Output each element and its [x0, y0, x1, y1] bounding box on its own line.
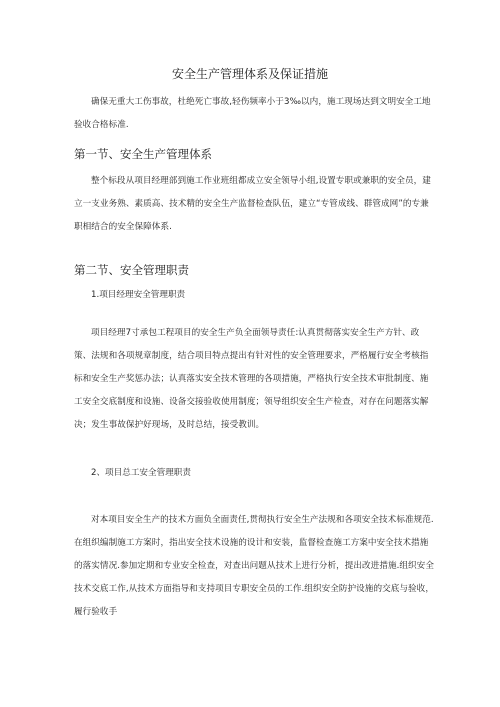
section1-heading: 第一节、安全生产管理体系	[74, 147, 212, 161]
subsection2-paragraph: 对本项目安全生产的技术方面负全面责任,贯彻执行安全生产法规和各项安全技术标准规范.在组织编制施工方案时，指出安全技术设施的设计和安装，监督检查施工方案中安全技术措施的落实情况.参加定期和专业安全检查，对查出问题从技术上进行分析，提出改进措施.组织安全技术交底工作,从技术方面指导和支持项目专职安全员的工作.组织安全防护设施的交底与验收，履行验收手	[74, 515, 434, 617]
intro-paragraph: 确保无重大工伤事故，杜绝死亡事故,轻伤频率小于3‰以内，施工现场达到文明安全工地验收合格标准.	[74, 97, 431, 130]
section2-heading: 第二节、安全管理职责	[74, 263, 189, 277]
subsection1-paragraph: 项目经理7寸承包工程项目的安全生产负全面领导责任:认真贯彻落实安全生产方针、政策、法规和各项规章制度，结合项目特点提出有针对性的安全管理要求，严格履行安全考核指标和安全生产奖惩办法；认真落实安全技术管理的各项措施，严格执行安全技术审批制度、施工安全交底制度和设施、设备交接验收使用制度；领导组织安全生产检查，对存在问题落实解决；发生事故保护好现场，及时总结，接受教训。	[74, 328, 429, 430]
document-title: 安全生产管理体系及保证措施	[171, 67, 328, 81]
subsection2-heading: 2、项目总工安全管理职责	[91, 468, 191, 478]
subsection1-heading: 1.项目经理安全管理职责	[91, 290, 186, 300]
section1-paragraph: 整个标段从项目经理部到施工作业班组都成立安全领导小组,设置专职或兼职的安全员，建立一支业务熟、素质高、技术精的安全生产监督检查队伍，建立“专管成线、群管成网”的专兼职相结合的安全保障体系.	[74, 176, 431, 232]
